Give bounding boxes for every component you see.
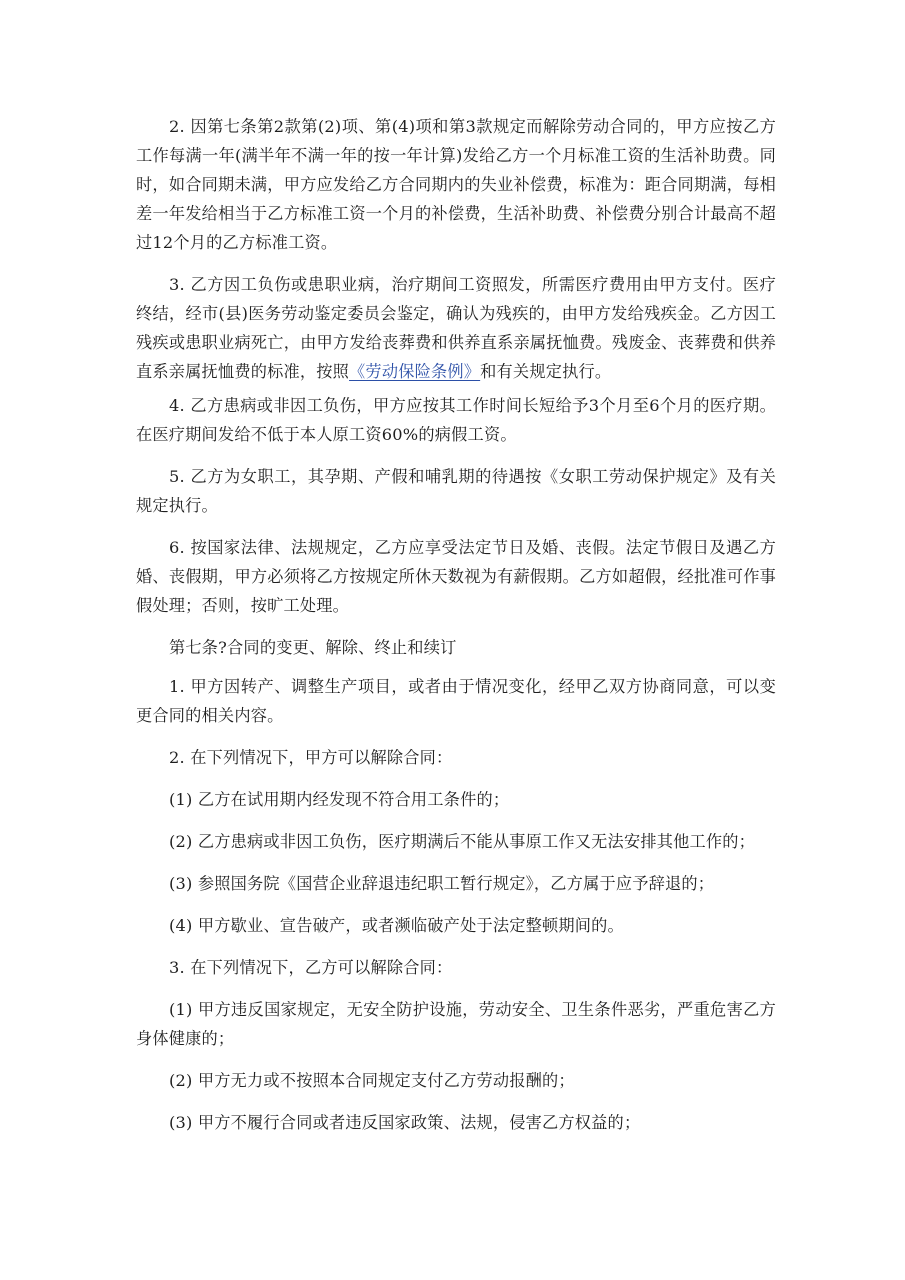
paragraph-employee-termination: 3. 在下列情况下，乙方可以解除合同： (169, 958, 453, 977)
document-body (136, 112, 776, 1137)
section-heading-article-7: 第七条?合同的变更、解除、终止和续订 (169, 638, 457, 657)
paragraph-compensation: 2. 因第七条第2款第(2)项、第(4)项和第3款规定而解除劳动合同的，甲方应按乙方工作每满一年(满半年不满一年的按一年计算)发给乙方一个月标准工资的生活补助费。同时，如合同期未满，甲方应发给乙方合同期内的失业补偿费，标准为：距合同期满，每相差一年发给相当于乙方标准工资一个月的补偿费，生活补助费、补偿费分别合计最高不超过12个月的乙方标准工资。 (136, 117, 776, 252)
list-item-employer-4: (4) 甲方歇业、宣告破产，或者濒临破产处于法定整顿期间的。 (169, 916, 624, 935)
list-item-employer-1: (1) 乙方在试用期内经发现不符合用工条件的； (169, 790, 510, 809)
list-item-employer-3: (3) 参照国务院《国营企业辞退违纪职工暂行规定》，乙方属于应予辞退的； (169, 874, 715, 893)
paragraph-work-injury-tail: 和有关规定执行。 (480, 362, 612, 381)
paragraph-female-worker: 5. 乙方为女职工，其孕期、产假和哺乳期的待遇按《女职工劳动保护规定》及有关规定执行。 (136, 467, 776, 515)
paragraph-holidays: 6. 按国家法律、法规规定，乙方应享受法定节日及婚、丧假。法定节假日及遇乙方婚、丧假期，甲方必须将乙方按规定所休天数视为有薪假期。乙方如超假，经批准可作事假处理；否则，按旷工处理。 (136, 538, 776, 615)
list-item-employer-2: (2) 乙方患病或非因工负伤，医疗期满后不能从事原工作又无法安排其他工作的； (169, 832, 756, 851)
paragraph-work-injury (136, 270, 776, 386)
list-item-employee-2: (2) 甲方无力或不按照本合同规定支付乙方劳动报酬的； (169, 1071, 575, 1090)
labor-insurance-regulation-link[interactable]: 《劳动保险条例》 (349, 362, 481, 381)
list-item-employee-3: (3) 甲方不履行合同或者违反国家政策、法规，侵害乙方权益的； (169, 1113, 641, 1132)
list-item-employee-1: (1) 甲方违反国家规定，无安全防护设施，劳动安全、卫生条件恶劣，严重危害乙方身体健康的； (136, 1000, 776, 1048)
paragraph-work-injury-text: 3. 乙方因工负伤或患职业病，治疗期间工资照发，所需医疗费用由甲方支付。医疗终结，经市(县)医务劳动鉴定委员会鉴定，确认为残疾的，由甲方发给残疾金。乙方因工残疾或患职业病死亡，由甲方发给丧葬费和供养直系亲属抚恤费。残废金、丧葬费和供养直系亲属抚恤费的标准，按照 (136, 275, 776, 381)
paragraph-sick-leave: 4. 乙方患病或非因工负伤，甲方应按其工作时间长短给予3个月至6个月的医疗期。在医疗期间发给不低于本人原工资60%的病假工资。 (136, 396, 776, 444)
paragraph-employer-termination: 2. 在下列情况下，甲方可以解除合同： (169, 748, 453, 767)
paragraph-contract-change: 1. 甲方因转产、调整生产项目，或者由于情况变化，经甲乙双方协商同意，可以变更合同的相关内容。 (136, 677, 776, 725)
